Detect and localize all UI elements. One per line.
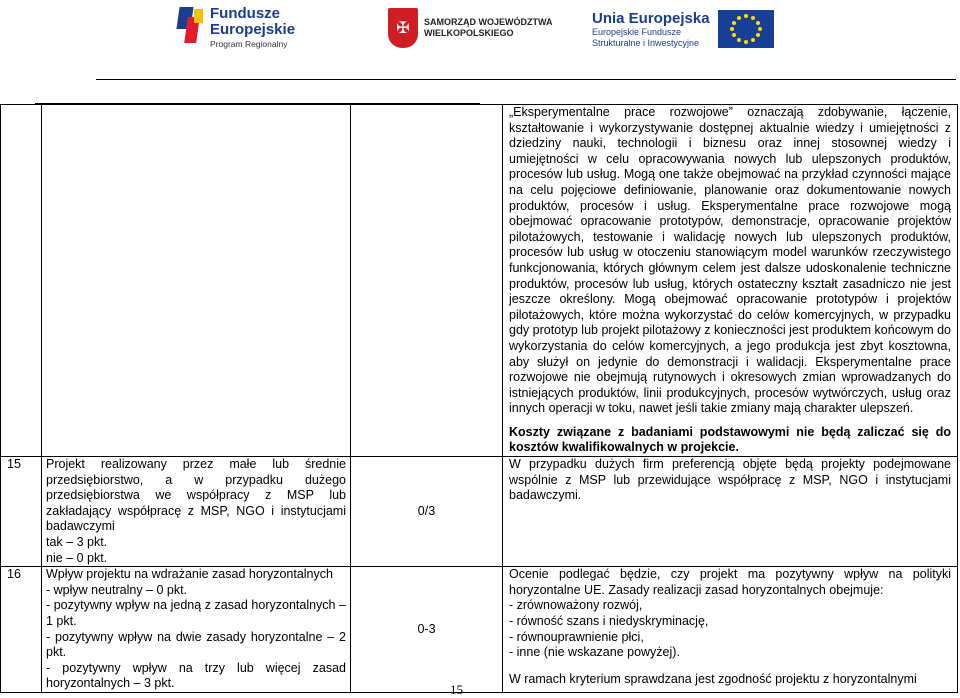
swp-line1: SAMORZĄD WOJEWÓDZTWA	[424, 17, 553, 28]
criterion-description	[503, 567, 958, 693]
basic-research-note: Koszty związane z badaniami podstawowymi nie będą zaliczać się do kosztów kwalifikowalnych w projekcie.	[509, 424, 951, 455]
option-three: - pozytywny wpływ na trzy lub więcej zasad horyzontalnych – 3 pkt.	[46, 660, 346, 691]
samorzad-logo	[388, 8, 553, 48]
eu-flag-icon	[718, 10, 774, 48]
desc-item: - inne (nie wskazane powyżej).	[509, 645, 680, 660]
desc-item: - zrównoważony rozwój,	[509, 598, 643, 613]
fe-line1: Fundusze	[210, 5, 280, 22]
fe-mark-icon	[178, 7, 204, 47]
criterion-title: Wpływ projektu na wdrażanie zasad horyzontalnych	[46, 567, 333, 582]
fundusze-europejskie-logo	[178, 6, 295, 48]
fe-line2: Europejskie	[210, 20, 296, 38]
desc-item: - równość szans i niedyskryminację,	[509, 614, 709, 628]
option-two: - pozytywny wpływ na dwie zasady horyzontalne – 2 pkt.	[46, 629, 346, 660]
unia-europejska-logo	[592, 10, 774, 48]
ue-line3: Strukturalne i Inwestycyjne	[592, 37, 700, 48]
wielkopolska-crest-icon: ✠	[388, 8, 418, 48]
ue-line2: Europejskie Fundusze	[592, 27, 682, 38]
option-no: nie – 0 pkt.	[46, 550, 108, 565]
desc-item: - równouprawnienie płci,	[509, 629, 644, 644]
header-logos	[0, 0, 960, 60]
fe-line3: Program Regionalny	[210, 38, 288, 49]
criterion-title: Projekt realizowany przez małe lub średnie przedsiębiorstwo, a w przypadku dużego przedsiębiorstwa we współpracy z MSP lub zakładający współpracę z MSP, NGO i instytucjami badawczymi	[46, 457, 346, 534]
criterion-description: W przypadku dużych firm preferencją objęte będą projekty podejmowane wspólnie z MSP lub przewidujące współpracę z MSP, NGO i instytucjami badawczymi.	[503, 457, 958, 567]
option-one: - pozytywny wpływ na jedną z zasad horyzontalnych – 1 pkt.	[46, 598, 346, 628]
desc-intro: Ocenie podlegać będzie, czy projekt ma pozytywny wpływ na polityki horyzontalne UE. Zasady realizacji zasad horyzontalnych obejmuje:	[509, 567, 951, 597]
nr-cell	[1, 105, 42, 457]
criterion-title-cell	[42, 457, 351, 567]
header-rule	[96, 79, 956, 80]
swp-line2: WIELKOPOLSKIEGO	[424, 28, 514, 38]
page-number: 15	[450, 682, 463, 697]
criterion-number: 16	[1, 567, 42, 693]
points-cell	[351, 105, 503, 457]
criterion-title-cell	[42, 567, 351, 693]
table-row	[1, 567, 958, 693]
table-row	[1, 457, 958, 567]
desc-continuation: W ramach kryterium sprawdzana jest zgodność projektu z horyzontalnymi	[509, 671, 917, 686]
title-cell	[42, 105, 351, 457]
description-cell	[503, 105, 958, 457]
ue-line1: Unia Europejska	[592, 10, 710, 28]
criterion-number: 15	[1, 457, 42, 567]
experimental-definition: „Eksperymentalne prace rozwojowe” oznaczają zdobywanie, łączenie, kształtowanie i wykorzystywanie dostępnej aktualnie wiedzy i umiejętności z dziedziny nauki, technologii i biznesu oraz innej stosownej wiedzy i umiejętności w celu opracowywania nowych lub ulepszonych produktów, procesów lub usług. Mogą one także obejmować na przykład czynności mające na celu pojęciowe definiowanie, planowanie oraz dokumentowanie nowych produktów, procesów i usług. Eksperymentalne prace rozwojowe mogą obejmować opracowanie prototypów, demonstracje, opracowanie projektów pilotażowych, testowanie i walidację nowych lub ulepszonych produktów, procesów lub usług w otoczeniu stanowiącym model warunków rzeczywistego funkcjonowania, których głównym celem jest dalsze udoskonalenie techniczne produktów, procesów lub usług, których ostateczny kształt zasadniczo nie jest jeszcze określony. Mogą obejmować opracowanie prototypów i projektów pilotażowych, które można wykorzystać do celów komercyjnych, w przypadku gdy prototyp lub projekt pilotażowy z konieczności jest produktem końcowym do wykorzystania do celów komercyjnych, a jego produkcja jest zbyt kosztowna, aby służył on jedynie do demonstracji i walidacji. Eksperymentalne prace rozwojowe nie obejmują rutynowych i okresowych zmian wprowadzanych do istniejących produktów, linii produkcyjnych, procesów wytwórczych, usług oraz innych operacji w toku, nawet jeśli takie zmiany mają charakter ulepszeń.	[509, 105, 951, 416]
table-row	[1, 105, 958, 457]
criteria-table	[0, 104, 958, 693]
criterion-points: 0/3	[351, 457, 503, 567]
option-yes: tak – 3 pkt.	[46, 535, 108, 550]
option-neutral: - wpływ neutralny – 0 pkt.	[46, 582, 188, 597]
criterion-points: 0-3	[351, 567, 503, 693]
